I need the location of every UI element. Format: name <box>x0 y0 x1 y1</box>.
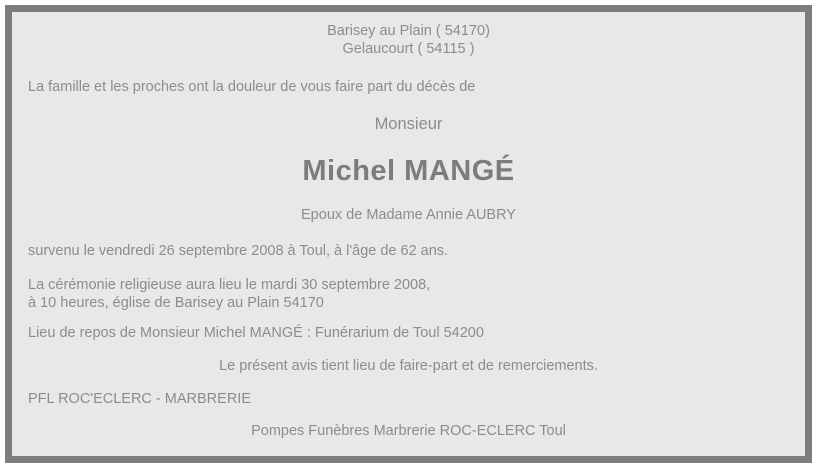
repose-line: Lieu de repos de Monsieur Michel MANGÉ : Funérarium de Toul 54200 <box>28 325 484 341</box>
deceased-name: Michel MANGÉ <box>302 155 515 187</box>
closing-line: Le présent avis tient lieu de faire-part et de remerciements. <box>219 358 598 374</box>
location-line-2: Gelaucourt ( 54115 ) <box>342 41 475 57</box>
intro-line: La famille et les proches ont la douleur de vous faire part du décès de <box>28 79 476 95</box>
ceremony-line-1: La cérémonie religieuse aura lieu le mardi 30 septembre 2008, <box>28 277 431 293</box>
funeral-home-footer-line: Pompes Funèbres Marbrerie ROC-ECLERC Toul <box>251 423 566 439</box>
location-line-1: Barisey au Plain ( 54170) <box>327 23 490 39</box>
death-notice-card <box>5 5 812 463</box>
death-line: survenu le vendredi 26 septembre 2008 à Toul, à l'âge de 62 ans. <box>28 243 449 259</box>
spouse-line: Epoux de Madame Annie AUBRY <box>301 207 516 223</box>
civility-line: Monsieur <box>374 115 443 133</box>
funeral-home-line: PFL ROC'ECLERC - MARBRERIE <box>28 391 251 407</box>
ceremony-block <box>28 276 789 312</box>
ceremony-line-2: à 10 heures, église de Barisey au Plain 54170 <box>28 295 324 311</box>
